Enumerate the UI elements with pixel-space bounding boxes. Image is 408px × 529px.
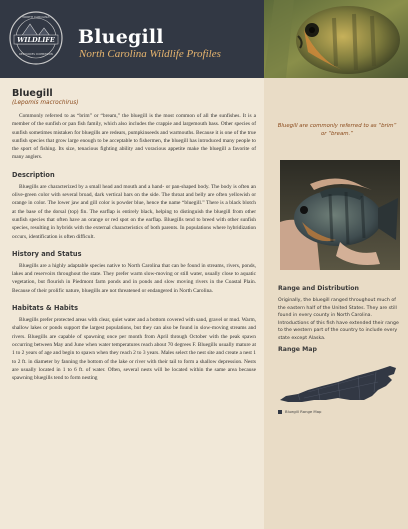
main-column (0, 78, 264, 529)
map-legend-label: Bluegill Range Map (285, 409, 322, 414)
range-paragraph: Originally, the bluegill ranged throughout much of the eastern half of the United States. They are still found in every county in North Carolina. Introductions of this fish have extended their range to the western part of the country to include every state except Alaska. (278, 298, 399, 341)
scientific-name: (Lepomis macrochirus) (12, 100, 79, 106)
range-map-heading: Range Map (278, 346, 317, 353)
intro-paragraph: Commonly referred to as “brim” or “bream,” the bluegill is the most common of all the sunfishes. It is a member of the sunfish or pan fish family, which also includes the crappie and largemouth bass. Other species of sunfish sometimes mistaken for bluegills are redears, pumpkinseeds and warmouths. Because it is one of the true sunfish species that grow large enough to be acceptable to fishermen, the bluegill has introduced many people to the sport of fishing. Its size, tenacious fighting ability and voracious appetite make the bluegill a favorite of many anglers. (12, 113, 256, 161)
header-banner (0, 0, 408, 78)
nc-range-map (278, 360, 398, 404)
section-heading-habitats: Habitats & Habits (12, 304, 78, 313)
logo-arc-top: NORTH CAROLINA (22, 15, 50, 19)
sidebar (264, 78, 408, 529)
bluegill-header-photo (264, 0, 408, 78)
map-legend (278, 409, 321, 414)
page-title: Bluegill (78, 26, 164, 48)
species-heading: Bluegill (12, 88, 53, 99)
habitats-paragraph: Bluegills prefer protected areas with clear, quiet water and a bottom covered with sand, gravel or mud. Warm, shallow lakes or ponds support the largest populations, but they can also be found in slow-moving streams and rivers. Bluegills are capable of spawning once per month from April through October with the peak spawn occurring between May and June when water temperatures reach about 70 degrees F. Bluegills usually mature at 1 to 2 years of age and begin to spawn when they reach 2 to 3 years. Males select the nest site and create a nest 1 to 2 ft. in diameter by fanning the bottom of the lake or river with their tail to form a shallow depression. Nests are usually located in 1 to 6 ft. of water. Often, several nests will be located within the same area because spawning bluegills tend to form nesting (12, 317, 256, 382)
section-heading-history: History and Status (12, 249, 82, 258)
bluegill-in-hand-photo (280, 160, 400, 270)
description-paragraph: Bluegills are characterized by a small head and mouth and a hand- or pan-shaped body. The body is often an olive-green color with several broad, dark vertical bars on the side. The throat and belly are often yellowish or orange in color. The lower jaw and gill color is powder blue, hence the name “bluegill.” There is a black blotch at the base of the dorsal (top) fin. The earflap is entirely black, helping to distinguish the bluegill from other sunfish species that often have an orange or red spot on the earflap. Bluegills tend to breed with other sunfish species, resulting in hybrids with the external characteristics of both parents. In populations where hybridization occurs, identification is often difficult. (12, 183, 256, 240)
history-paragraph: Bluegills are a highly adaptable species native to North Carolina that can be found in streams, rivers, ponds, lakes and reservoirs throughout the state. They prefer warm slow-moving or still water, usually close to aquatic vegetation, but flourish in Piedmont farm ponds and in ponds and slow moving rivers in the Coastal Plain. Because of their prolific nature, bluegills are not threatened or endangered in North Carolina. (12, 262, 256, 294)
logo-text: WILDLIFE (17, 36, 55, 44)
pull-quote: Bluegill are commonly referred to as “brim” or “bream.” (277, 123, 397, 137)
legend-swatch (278, 410, 282, 414)
section-heading-description: Description (12, 170, 55, 179)
page-subtitle: North Carolina Wildlife Profiles (79, 48, 221, 60)
range-heading: Range and Distribution (278, 285, 359, 292)
logo-arc-bottom: RESOURCES COMMISSION (19, 53, 53, 56)
